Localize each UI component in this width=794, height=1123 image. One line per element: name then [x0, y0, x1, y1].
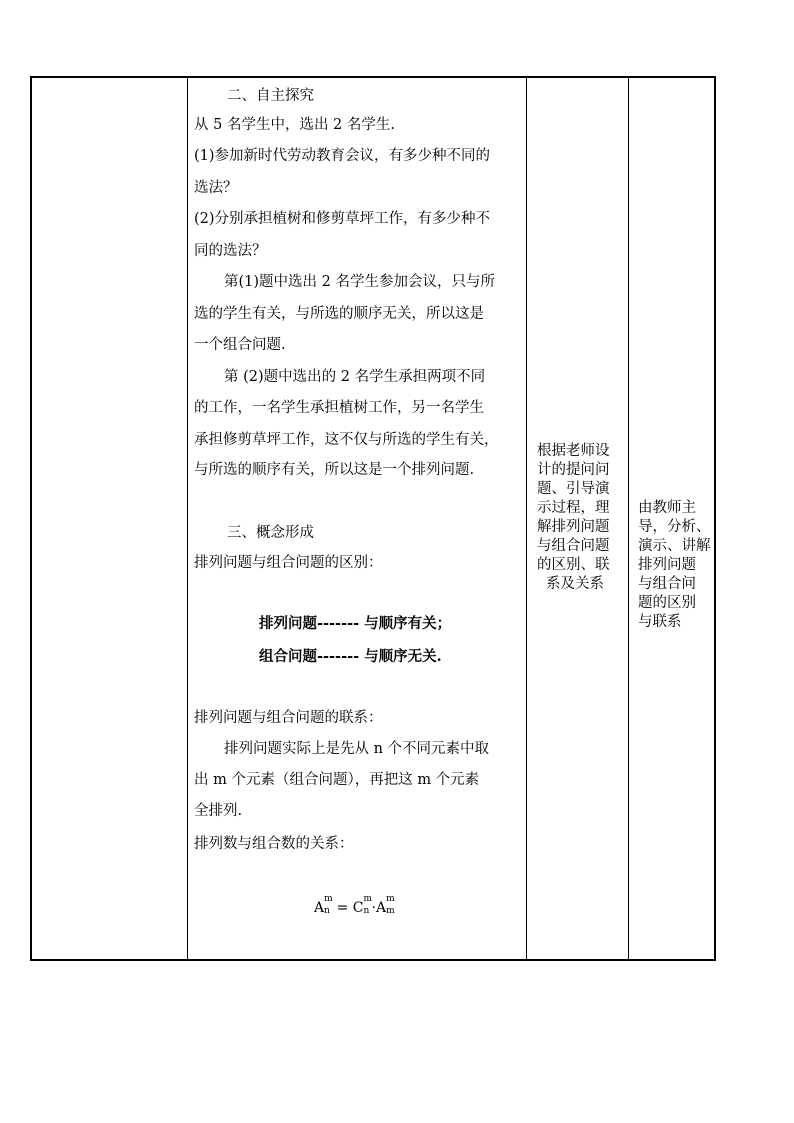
student-activity-line: 计的提问问	[537, 462, 610, 478]
comb-rule: 组合问题------- 与顺序无关.	[259, 648, 442, 665]
section-title: 三、概念形成	[227, 525, 314, 541]
answer-2: 的工作，一名学生承担植树工作，另一名学生	[194, 400, 484, 416]
formula-superscript: m	[386, 894, 395, 904]
answer-1: 选的学生有关，与所选的顺序无关，所以这是	[194, 306, 484, 322]
design-intent-line: 由教师主	[638, 500, 696, 516]
student-activity-line: 与组合问题	[537, 538, 610, 554]
design-intent-line: 导，分析、	[638, 519, 711, 535]
design-intent-line: 与联系	[638, 614, 682, 630]
relation-text: 全排列.	[194, 803, 243, 819]
relation-text: 排列问题实际上是先从 n 个不同元素中取	[224, 741, 490, 757]
formula-equals: =	[336, 900, 349, 916]
student-activity-cell	[528, 78, 628, 959]
student-activity-line: 的区别、联	[537, 557, 610, 573]
question-1: 选法？	[194, 180, 238, 196]
student-activity-line: 示过程，理	[537, 500, 610, 516]
perm-rule: 排列问题------- 与顺序有关；	[259, 615, 452, 632]
question-1: (1)参加新时代劳动教育会议，有多少种不同的	[194, 148, 491, 164]
formula-subscript: n	[324, 906, 330, 916]
problem-intro: 从 5 名学生中，选出 2 名学生.	[194, 117, 395, 133]
formula-symbol-a: A	[375, 900, 387, 916]
lesson-table	[30, 76, 716, 961]
formula-superscript: m	[324, 894, 333, 904]
formula-superscript: m	[363, 894, 373, 904]
formula-subscript: m	[386, 906, 395, 916]
answer-1: 第(1)题中选出 2 名学生参加会议，只与所	[224, 274, 495, 290]
question-2: 同的选法？	[194, 243, 267, 259]
design-intent-cell	[630, 78, 718, 959]
content-cell	[189, 78, 526, 959]
column-divider	[187, 78, 188, 959]
count-relation-heading: 排列数与组合数的关系：	[194, 836, 354, 852]
column-divider	[628, 78, 629, 959]
student-activity-line: 解排列问题	[537, 519, 610, 535]
student-activity-line: 题、引导演	[537, 481, 610, 497]
relation-text: 出 m 个元素（组合问题），再把这 m 个元素	[194, 772, 480, 788]
answer-2: 承担修剪草坪工作，这不仅与所选的学生有关，	[194, 432, 499, 448]
answer-1: 一个组合问题.	[194, 337, 286, 353]
design-intent-line: 演示、讲解	[638, 538, 711, 554]
formula-symbol-c: C	[352, 900, 364, 916]
answer-2: 与所选的顺序有关，所以这是一个排列问题.	[194, 462, 475, 478]
design-intent-line: 排列问题	[638, 557, 696, 573]
formula	[314, 894, 395, 918]
section-title: 二、自主探究	[227, 88, 314, 104]
student-activity-line: 根据老师设	[537, 443, 610, 459]
design-intent-line: 题的区别	[638, 595, 696, 611]
answer-2: 第 (2)题中选出的 2 名学生承担两项不同	[224, 369, 486, 385]
formula-dot: ·	[371, 900, 376, 916]
formula-symbol-a: A	[314, 900, 325, 916]
phase-cell	[32, 78, 187, 959]
design-intent-line: 与组合问	[638, 576, 696, 592]
column-divider	[526, 78, 527, 959]
question-2: (2)分别承担植树和修剪草坪工作，有多少种不	[194, 211, 491, 227]
relation-heading: 排列问题与组合问题的联系：	[194, 710, 383, 726]
student-activity-line: 系及关系	[546, 576, 604, 592]
difference-heading: 排列问题与组合问题的区别：	[194, 555, 383, 571]
formula-subscript: n	[363, 906, 370, 916]
